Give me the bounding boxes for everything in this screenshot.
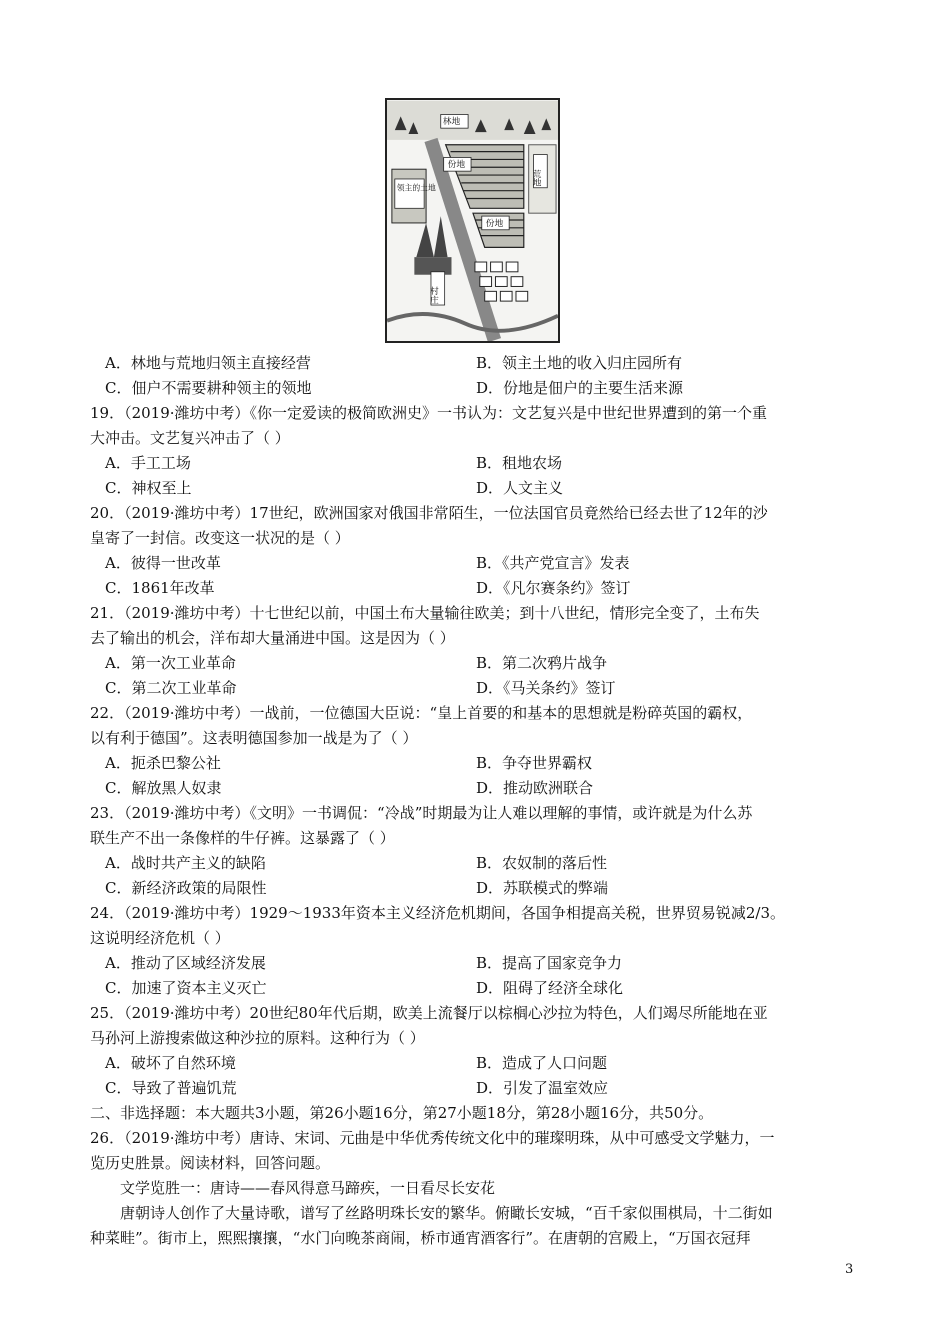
- q24-option-b: B．提高了国家竞争力: [476, 954, 623, 972]
- q24-option-a: A．推动了区域经济发展: [105, 954, 266, 972]
- q25-option-d: D．引发了温室效应: [476, 1079, 609, 1097]
- section-2-heading: 二、非选择题：本大题共3小题，第26小题16分，第27小题18分，第28小题16分，共50分。: [90, 1104, 714, 1122]
- manor-map-figure: [385, 98, 560, 343]
- q25-option-b: B．造成了人口问题: [476, 1054, 608, 1072]
- label-holding-1: 份地: [447, 160, 466, 171]
- q26-stem-line1: 26．（2019·潍坊中考）唐诗、宋词、元曲是中华优秀传统文化中的璀璨明珠，从中可感受文学魅力，一: [90, 1129, 775, 1147]
- q23-stem-line1: 23．（2019·潍坊中考）《文明》一书调侃：“冷战”时期最为让人难以理解的事情，或许就是为什么苏: [90, 804, 753, 822]
- q23-option-d: D．苏联模式的弊端: [476, 879, 609, 897]
- q20-stem-line2: 皇寄了一封信。改变这一状况的是（ ）: [90, 529, 350, 547]
- q21-stem-line1: 21．（2019·潍坊中考）十七世纪以前，中国土布大量输往欧美；到十八世纪，情形完全变了，土布失: [90, 604, 760, 622]
- q20-option-a: A．彼得一世改革: [105, 554, 221, 572]
- q18-option-a: A．林地与荒地归领主直接经营: [105, 354, 311, 372]
- q24-stem-line2: 这说明经济危机（ ）: [90, 929, 230, 947]
- q19-option-c: C．神权至上: [105, 479, 192, 497]
- q22-option-d: D．推动欧洲联合: [476, 779, 594, 797]
- q21-option-d: D．《马关条约》签订: [476, 679, 616, 697]
- q23-option-a: A．战时共产主义的缺陷: [105, 854, 266, 872]
- q22-option-c: C．解放黑人奴隶: [105, 779, 222, 797]
- page-number: 3: [845, 1262, 854, 1277]
- q19-option-a: A．手工工场: [105, 454, 191, 472]
- label-holding-2: 份地: [485, 218, 504, 229]
- q26-paragraph-line1: 唐朝诗人创作了大量诗歌，谱写了丝路明珠长安的繁华。俯瞰长安城，“百千家似围棋局，十二街如: [120, 1204, 773, 1222]
- q26-stem-line2: 览历史胜景。阅读材料，回答问题。: [90, 1154, 331, 1172]
- q25-option-c: C．导致了普遍饥荒: [105, 1079, 237, 1097]
- q23-option-c: C．新经济政策的局限性: [105, 879, 267, 897]
- q20-stem-line1: 20．（2019·潍坊中考）17世纪，欧洲国家对俄国非常陌生，一位法国官员竟然给已经去世了12年的沙: [90, 504, 768, 522]
- q20-option-c: C．1861年改革: [105, 579, 215, 597]
- label-lord-land: 领主的土地: [396, 183, 436, 193]
- q21-option-a: A．第一次工业革命: [105, 654, 236, 672]
- q24-option-c: C．加速了资本主义灭亡: [105, 979, 267, 997]
- q20-option-b: B．《共产党宣言》发表: [476, 554, 630, 572]
- q19-stem-line2: 大冲击。文艺复兴冲击了（ ）: [90, 429, 290, 447]
- q22-option-a: A．扼杀巴黎公社: [105, 754, 221, 772]
- q18-option-d: D．份地是佃户的主要生活来源: [476, 379, 684, 397]
- q19-option-b: B．租地农场: [476, 454, 563, 472]
- q25-stem-line1: 25．（2019·潍坊中考）20世纪80年代后期，欧美上流餐厅以棕榈心沙拉为特色，人们竭尽所能地在亚: [90, 1004, 768, 1022]
- q25-stem-line2: 马孙河上游搜索做这种沙拉的原料。这种行为（ ）: [90, 1029, 425, 1047]
- q24-stem-line1: 24．（2019·潍坊中考）1929～1933年资本主义经济危机期间，各国争相提高关税，世界贸易锐减2/3。: [90, 904, 786, 922]
- q24-option-d: D．阻碍了经济全球化: [476, 979, 624, 997]
- label-village: 村庄: [427, 286, 438, 305]
- label-waste: 荒地: [530, 169, 541, 187]
- q18-option-b: B．领主土地的收入归庄园所有: [476, 354, 683, 372]
- label-forest: 林地: [442, 117, 461, 128]
- q22-stem-line1: 22．（2019·潍坊中考）一战前，一位德国大臣说：“皇上首要的和基本的思想就是粉碎英国的霸权，: [90, 704, 753, 722]
- q22-stem-line2: 以有利于德国”。这表明德国参加一战是为了（ ）: [90, 729, 418, 747]
- q19-stem-line1: 19．（2019·潍坊中考）《你一定爱读的极简欧洲史》一书认为：文艺复兴是中世纪世界遭到的第一个重: [90, 404, 768, 422]
- q26-paragraph-line2: 种菜畦”。街市上，熙熙攘攘，“水门向晚茶商闹，桥市通宵酒客行”。在唐朝的宫殿上，“万国衣冠拜: [90, 1229, 751, 1247]
- q23-stem-line2: 联生产不出一条像样的牛仔裤。这暴露了（ ）: [90, 829, 395, 847]
- q22-option-b: B．争夺世界霸权: [476, 754, 593, 772]
- q20-option-d: D．《凡尔赛条约》签订: [476, 579, 631, 597]
- q19-option-d: D．人文主义: [476, 479, 564, 497]
- q26-subheading-1: 文学览胜一：唐诗——春风得意马蹄疾，一日看尽长安花: [120, 1179, 496, 1197]
- q21-option-c: C．第二次工业革命: [105, 679, 237, 697]
- q21-stem-line2: 去了输出的机会，洋布却大量涌进中国。这是因为（ ）: [90, 629, 455, 647]
- q21-option-b: B．第二次鸦片战争: [476, 654, 608, 672]
- q18-option-c: C．佃户不需要耕种领主的领地: [105, 379, 312, 397]
- q25-option-a: A．破坏了自然环境: [105, 1054, 236, 1072]
- q23-option-b: B．农奴制的落后性: [476, 854, 608, 872]
